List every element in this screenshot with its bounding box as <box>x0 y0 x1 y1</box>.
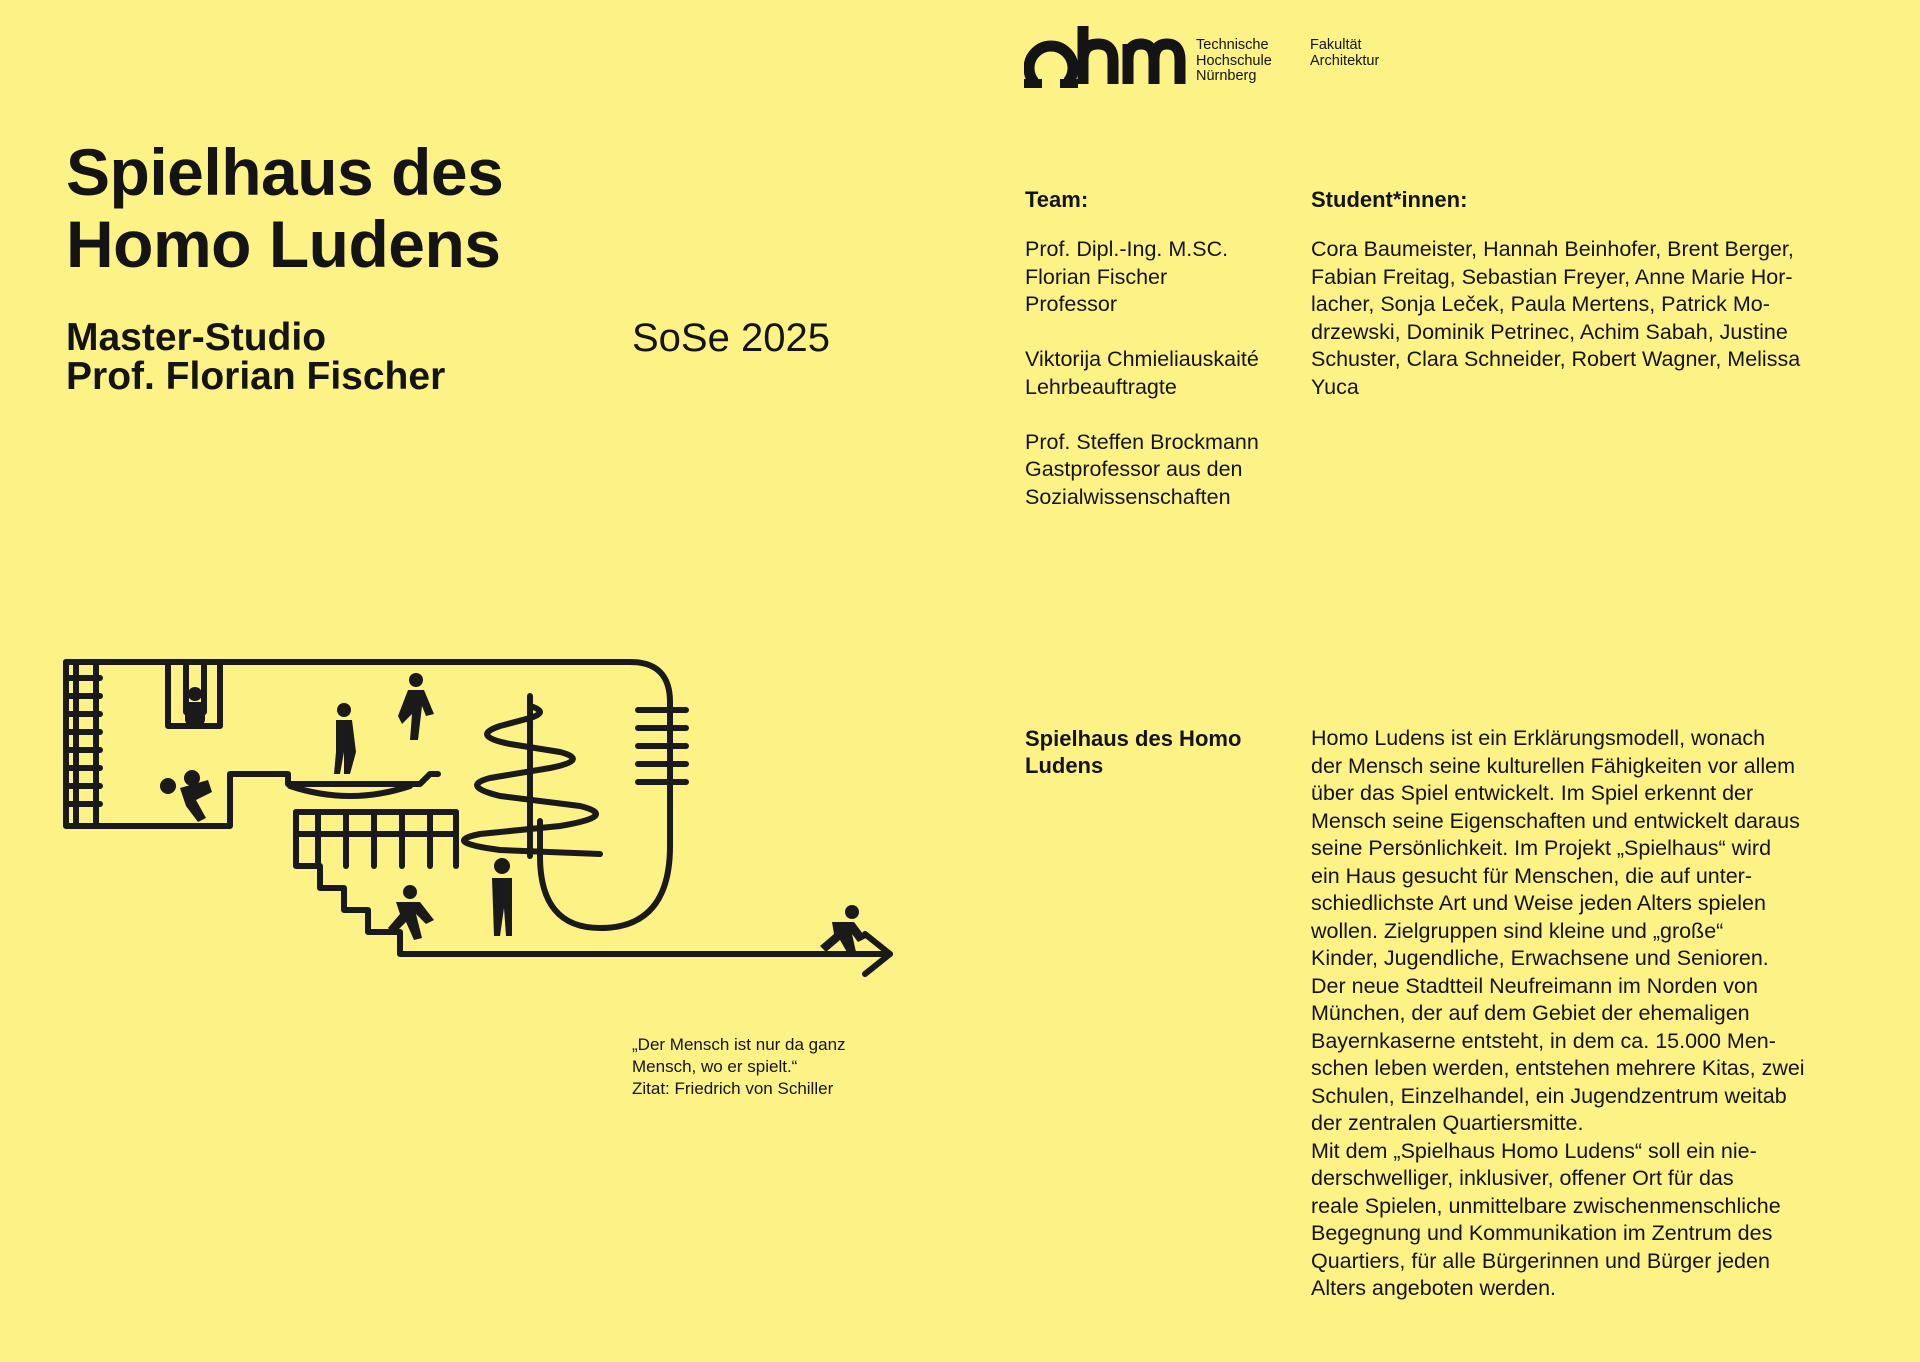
schiller-quote: „Der Mensch ist nur da ganz Mensch, wo er spielt.“ Zitat: Friedrich von Schiller <box>632 1035 846 1098</box>
semester-label: SoSe 2025 <box>632 316 830 360</box>
project-description: Homo Ludens ist ein Erklärungsmodell, wonach der Mensch seine kulturellen Fähigkeiten vor allem über das Spiel entwickelt. Im Spiel erkennt der Mensch seine Eigenschaften und entwickelt daraus seine Persönlichkeit. Im Projekt „Spielhaus“ wird ein Haus gesucht für Menschen, die auf unter- schiedlichste Art und Weise jeden Alters spielen wollen. Zielgruppen sind kleine und „große“ Kinder, Jugendliche, Erwachsene und Senioren. Der neue Stadtteil Neufreimann im Norden von München, der auf dem Gebiet der ehemaligen Bayernkaserne entsteht, in dem ca. 15.000 Men- schen leben werden, entstehen mehrere Kitas, zwei Schulen, Einzelhandel, ein Jugendzentrum weitab der zentralen Quartiersmitte. Mit dem „Spielhaus Homo Ludens“ soll ein nie- derschwelliger, inklusiver, offener Ort für das reale Spielen, unmittelbare zwischenmenschliche Begegnung und Kommunikation im Zentrum des Quartiers, für alle Bürgerinnen und Bürger jeden Alters angeboten werden. <box>1311 726 1805 1300</box>
page-title <box>66 136 503 280</box>
project-heading: Spielhaus des Homo Ludens <box>1025 726 1242 778</box>
title-line-2: Homo Ludens <box>66 207 501 281</box>
subtitle-line-1: Master-Studio <box>66 316 327 359</box>
ohm-logo <box>1024 22 1380 88</box>
students-list: Cora Baumeister, Hannah Beinhofer, Brent Berger, Fabian Freitag, Sebastian Freyer, Anne Marie Hor- lacher, Sonja Leček, Paula Mertens, Patrick Mo- drzewski, Dominik Petrinec, Achim Sabah, Justine Schuster, Clara Schneider, Robert Wagner, Melissa Yuca <box>1311 237 1801 399</box>
logo-institution: Technische Hochschule Nürnberg <box>1196 37 1272 84</box>
team-member: Prof. Dipl.-Ing. M.SC. Florian Fischer Professor <box>1025 237 1229 316</box>
subtitle-line-2: Prof. Florian Fischer <box>66 355 446 398</box>
team-heading: Team: <box>1025 187 1089 212</box>
playhouse-diagram-icon <box>60 656 910 1018</box>
title-line-1: Spielhaus des <box>66 135 504 209</box>
team-member: Prof. Steffen Brockmann Gastprofessor aus den Sozialwissenschaften <box>1025 429 1259 509</box>
ohm-wordmark-icon <box>1024 22 1188 88</box>
logo-faculty: Fakultät Architektur <box>1310 37 1380 69</box>
team-list <box>1025 236 1305 539</box>
team-member: Viktorija Chmieliauskaité Lehrbeauftragte <box>1025 347 1259 399</box>
students-heading: Student*innen: <box>1311 187 1468 212</box>
studio-subtitle <box>66 318 445 396</box>
